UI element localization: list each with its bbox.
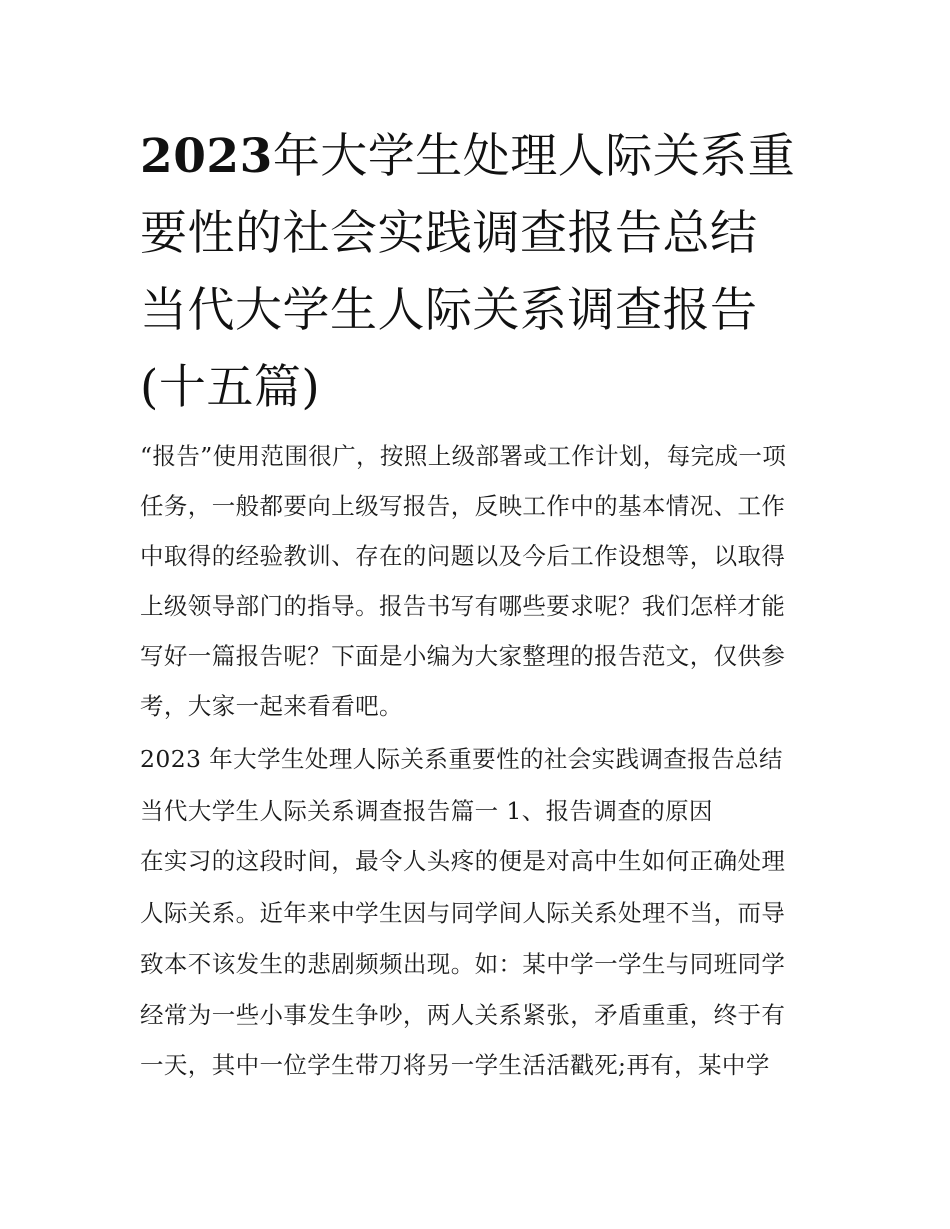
document-title — [140, 118, 820, 426]
body-line-13: 一天，其中一位学生带刀将另一学生活活戳死;再有，某中学 — [140, 1051, 770, 1079]
body-line-8: 当代大学生人际关系调查报告篇一 1、报告调查的原因 — [140, 797, 713, 825]
title-line-1-text: 年大学生处理人际关系重 — [272, 129, 796, 184]
title-year: 2023 — [140, 129, 273, 184]
title-line-3: 当代大学生人际关系调查报告 — [140, 283, 758, 338]
title-line-2: 要性的社会实践调查报告总结 — [140, 206, 758, 261]
body-line-2: 任务，一般都要向上级写报告，反映工作中的基本情况、工作 — [140, 492, 786, 520]
body-line-12: 经常为一些小事发生争吵，两人关系紧张，矛盾重重，终于有 — [140, 1001, 786, 1029]
title-line-1 — [140, 118, 820, 195]
body-line-5: 写好一篇报告呢？下面是小编为大家整理的报告范文，仅供参 — [140, 642, 786, 670]
title-line-4: (十五篇) — [140, 360, 321, 415]
body-line-1: “报告”使用范围很广，按照上级部署或工作计划，每完成一项 — [140, 442, 787, 470]
body-line-4: 上级领导部门的指导。报告书写有哪些要求呢？我们怎样才能 — [140, 592, 786, 620]
body-line-3: 中取得的经验教训、存在的问题以及今后工作设想等，以取得 — [140, 542, 786, 570]
body-line-10: 人际关系。近年来中学生因与同学间人际关系处理不当，而导 — [140, 899, 786, 927]
body-line-11: 致本不该发生的悲剧频频出现。如：某中学一学生与同班同学 — [140, 950, 786, 978]
body-line-9: 在实习的这段时间，最令人头疼的便是对高中生如何正确处理 — [140, 847, 786, 875]
body-line-6: 考，大家一起来看看吧。 — [140, 692, 403, 720]
body-line-7: 2023 年大学生处理人际关系重要性的社会实践调查报告总结 — [140, 745, 783, 773]
